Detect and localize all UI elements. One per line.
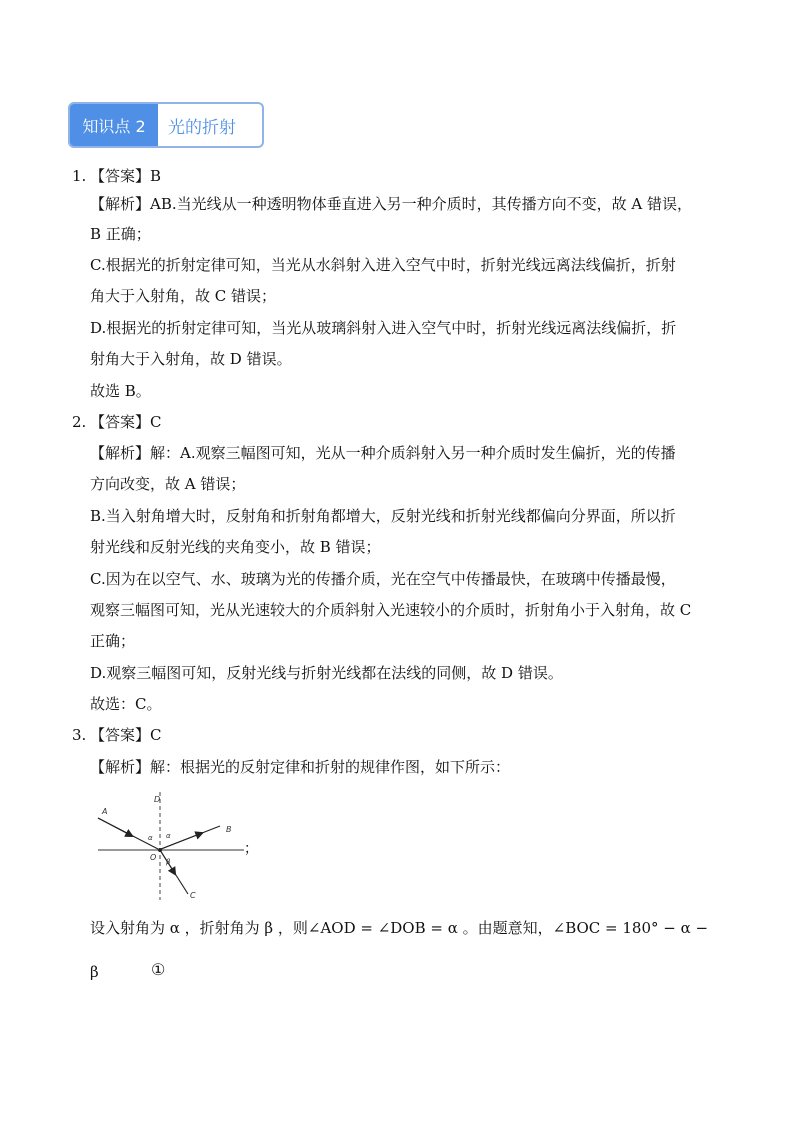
q2-line-3: B.当入射角增大时，反射角和折射角都增大，反射光线和折射光线都偏向分界面，所以折 — [90, 507, 676, 525]
q3-line-3: β — [90, 963, 99, 981]
label-b: B — [226, 825, 232, 834]
diagram-suffix: ； — [244, 841, 258, 857]
label-c: C — [190, 891, 196, 900]
q3-line-2: 设入射角为 α ，折射角为 β ，则∠AOD = ∠DOB = α 。由题意知，∠BOC = 180° − α − — [90, 919, 709, 937]
q1-line-3: C.根据光的折射定律可知，当光从水斜射入进入空气中时，折射光线远离法线偏折，折射 — [90, 256, 676, 274]
q2-answer: 【答案】C — [90, 413, 162, 431]
q2-line-8: D.观察三幅图可知，反射光线与折射光线都在法线的同侧，故 D 错误。 — [90, 664, 563, 682]
section-tag: 知识点 2 — [70, 104, 158, 146]
label-d: D — [154, 795, 161, 804]
q2-line-7: 正确； — [90, 632, 136, 650]
q1-line-2: B 正确； — [90, 225, 151, 243]
q1-line-1: 【解析】AB.当光线从一种透明物体垂直进入另一种介质时，其传播方向不变，故 A 错误， — [90, 195, 692, 213]
q3-answer: 【答案】C — [90, 726, 162, 744]
section-title: 光的折射 — [168, 117, 236, 138]
equation-marker: ① — [151, 960, 166, 979]
label-alpha-2: α — [166, 832, 171, 840]
q1-answer: 【答案】B — [90, 167, 162, 185]
label-a: A — [102, 807, 108, 816]
q3-line-1: 【解析】解：根据光的反射定律和折射的规律作图，如下所示： — [90, 758, 511, 776]
q2-line-5: C.因为在以空气、水、玻璃为光的传播介质，光在空气中传播最快，在玻璃中传播最慢， — [90, 570, 676, 588]
q1-number: 1. — [72, 167, 87, 185]
q1-line-5: D.根据光的折射定律可知，当光从玻璃斜射入进入空气中时，折射光线远离法线偏折，折 — [90, 319, 677, 337]
incident-arrow — [98, 818, 132, 836]
label-o: O — [150, 853, 157, 862]
q2-line-2: 方向改变，故 A 错误； — [90, 475, 246, 493]
q2-line-6: 观察三幅图可知，光从光速较大的介质斜射入光速较小的介质时，折射角小于入射角，故 C — [90, 601, 692, 619]
q1-line-6: 射角大于入射角，故 D 错误。 — [90, 350, 292, 368]
q3-number: 3. — [72, 726, 87, 744]
q1-line-4: 角大于入射角，故 C 错误； — [90, 287, 277, 305]
point-o — [158, 848, 162, 852]
label-alpha-1: α — [148, 834, 153, 842]
q2-line-9: 故选：C。 — [90, 695, 162, 713]
q2-number: 2. — [72, 413, 87, 431]
q1-line-7: 故选 B。 — [90, 382, 151, 400]
refraction-diagram — [88, 786, 260, 906]
label-beta: β — [166, 858, 171, 866]
section-badge — [68, 102, 264, 148]
q2-line-4: 射光线和反射光线的夹角变小，故 B 错误； — [90, 538, 381, 556]
q2-line-1: 【解析】解：A.观察三幅图可知，光从一种介质斜射入另一种介质时发生偏折，光的传播 — [90, 444, 676, 462]
